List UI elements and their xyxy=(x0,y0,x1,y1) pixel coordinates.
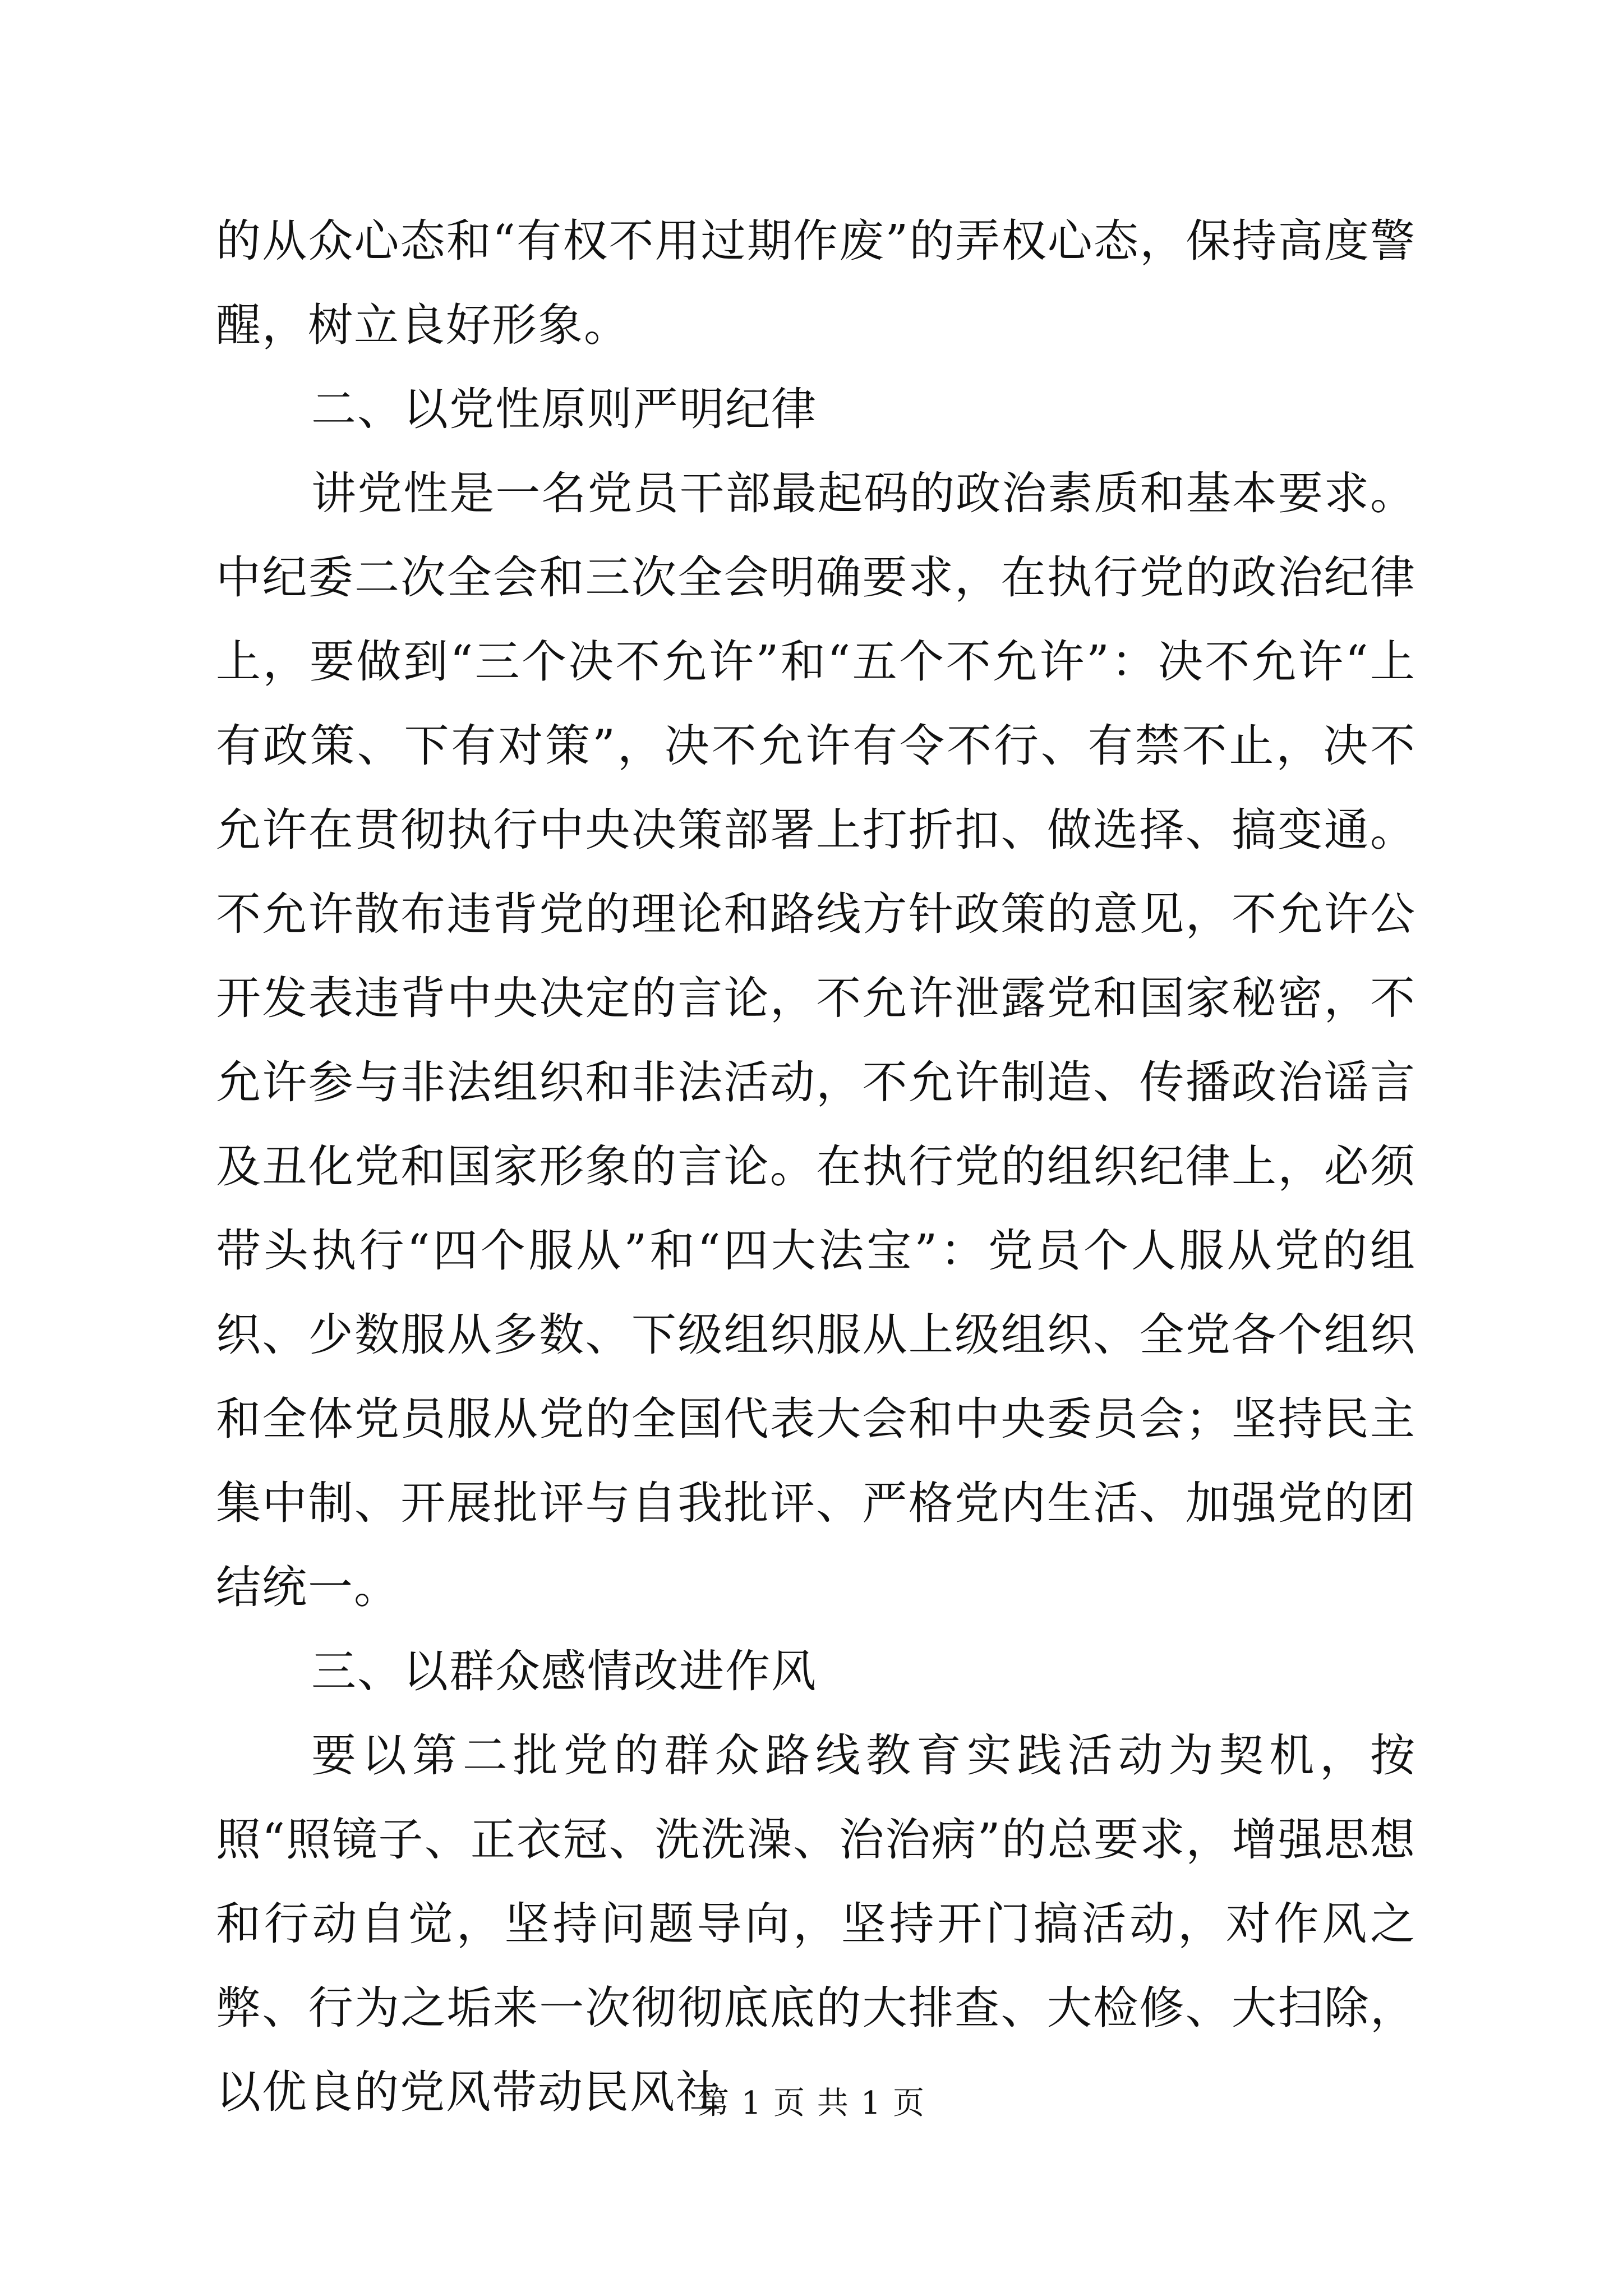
paragraph-work-style: 要以第二批党的群众路线教育实践活动为契机，按照“照镜子、正衣冠、洗洗澡、治治病”的总要求，增强思想和行动自觉，坚持问题导向，坚持开门搞活动，对作风之弊、行为之垢来一次彻彻底底的大排查、大检修、大扫除，以优良的党风带动民风社 xyxy=(216,1729,1416,2118)
paragraph-continuation: 的从众心态和“有权不用过期作废”的弄权心态，保持高度警醒，树立良好形象。 xyxy=(216,215,1416,351)
paragraph-party-discipline: 讲党性是一名党员干部最起码的政治素质和基本要求。中纪委二次全会和三次全会明确要求，在执行党的政治纪律上，要做到“三个决不允许”和“五个不允许”：决不允许“上有政策、下有对策”，决不允许有令不行、有禁不止，决不允许在贯彻执行中央决策部署上打折扣、做选择、搞变通。不允许散布违背党的理论和路线方针政策的意见，不允许公开发表违背中央决定的言论，不允许泄露党和国家秘密，不允许参与非法组织和非法活动，不允许制造、传播政治谣言及丑化党和国家形象的言论。在执行党的组织纪律上，必须带头执行“四个服从”和“四大法宝”：党员个人服从党的组织、少数服从多数、下级组织服从上级组织、全党各个组织和全体党员服从党的全国代表大会和中央委员会；坚持民主集中制、开展批评与自我批评、严格党内生活、加强党的团结统一。 xyxy=(216,467,1416,1613)
document-body xyxy=(216,199,1416,2134)
page-footer: 第 1 页 共 1 页 xyxy=(697,2085,926,2122)
section-heading-2: 二、以党性原则严明纪律 xyxy=(311,383,817,435)
section-heading-3: 三、以群众感情改进作风 xyxy=(311,1645,817,1697)
